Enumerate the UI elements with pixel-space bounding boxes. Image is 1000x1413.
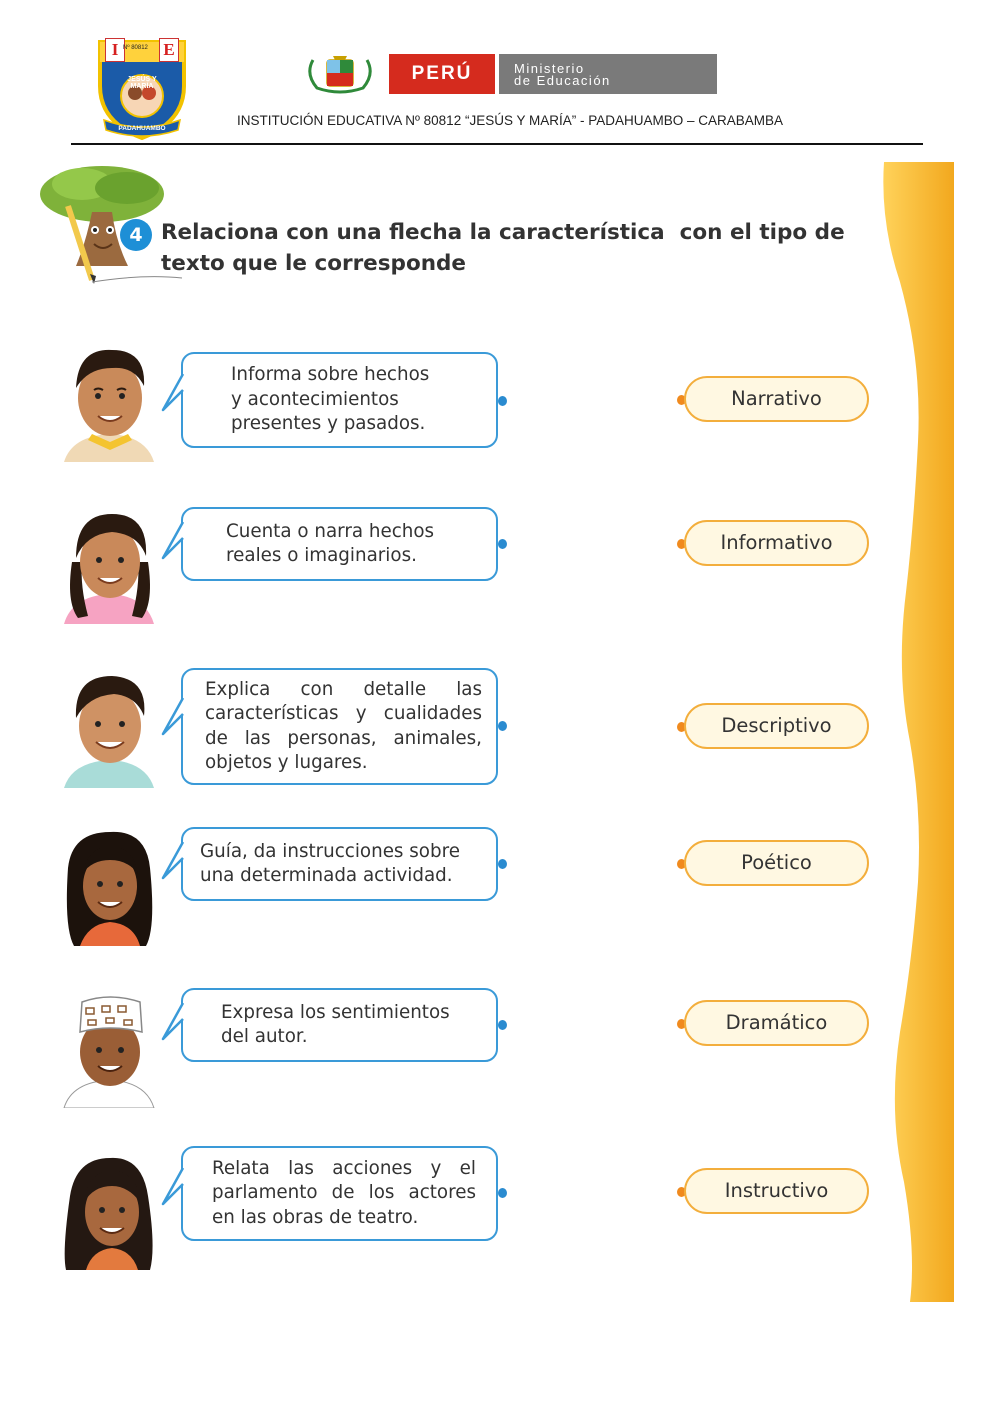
bubble-line: de las personas, animales, (205, 727, 482, 749)
characteristic-bubble (181, 988, 498, 1062)
logo-number: Nº 80812 (123, 45, 148, 51)
bubble-line: características y cualidades (205, 703, 482, 724)
bubble-line: una determinada actividad. (200, 865, 453, 886)
bubble-text (205, 678, 482, 776)
bubble-line: parlamento de los actores (212, 1182, 476, 1204)
ministry-line-2: de Educación (514, 73, 611, 88)
logo-letter-e: E (159, 38, 179, 62)
bubble-line: Expresa los sentimientos (221, 1001, 450, 1023)
text-type-dramatico[interactable]: Dramático (684, 1000, 869, 1046)
logo-letter-i: I (105, 38, 125, 62)
side-decoration-wave (860, 162, 960, 1302)
peru-label: PERÚ (389, 54, 495, 94)
bubble-text (200, 840, 480, 889)
bubble-text (226, 520, 472, 569)
peru-coat-of-arms-icon (303, 54, 377, 94)
characteristic-dot[interactable] (498, 539, 507, 549)
bubble-line: Explica con detalle las (205, 678, 482, 700)
characteristic-dot[interactable] (498, 721, 507, 731)
instruction-line-1: Relaciona con una flecha la característica con el tipo de (161, 220, 845, 245)
child-face-icon (58, 506, 160, 624)
child-face-icon (58, 670, 160, 788)
bubble-text (231, 363, 472, 437)
header-divider (71, 143, 923, 145)
child-face-icon (58, 990, 160, 1108)
bubble-tail-icon (161, 520, 185, 576)
school-logo (92, 36, 192, 140)
bubble-text (212, 1157, 476, 1231)
bubble-line: objetos y lugares. (205, 752, 368, 773)
bubble-line: Informa sobre hechos (231, 364, 430, 386)
logo-place: PADAHUAMBO (118, 125, 166, 132)
institution-title: INSTITUCIÓN EDUCATIVA Nº 80812 “JESÚS Y MARÍA” - PADAHUAMBO – CARABAMBA (236, 113, 784, 128)
exercise-instruction (161, 217, 881, 279)
bubble-text (221, 1001, 472, 1050)
characteristic-dot[interactable] (498, 396, 507, 406)
bubble-tail-icon (161, 696, 185, 752)
bubble-line: presentes y pasados. (231, 413, 426, 435)
ministry-label (499, 54, 717, 94)
characteristic-bubble (181, 507, 498, 581)
bubble-line: y acontecimientos (231, 388, 399, 410)
text-type-instructivo[interactable]: Instructivo (684, 1168, 869, 1214)
child-face-icon (58, 828, 160, 946)
characteristic-dot[interactable] (498, 859, 507, 869)
characteristic-dot[interactable] (498, 1020, 507, 1030)
bubble-line: del autor. (221, 1026, 308, 1047)
bubble-line: Cuenta o narra hechos (226, 520, 435, 542)
child-face-icon (58, 344, 160, 462)
characteristic-bubble (181, 827, 498, 901)
characteristic-bubble (181, 1146, 498, 1241)
text-type-descriptivo[interactable]: Descriptivo (684, 703, 869, 749)
logo-school-name: JESÚS Y MARÍA (127, 76, 157, 90)
bubble-tail-icon (161, 840, 185, 896)
text-type-poetico[interactable]: Poético (684, 840, 869, 886)
bubble-line: Guía, da instrucciones sobre (200, 840, 460, 862)
bubble-tail-icon (161, 372, 185, 428)
ministry-line-1: Ministerio (514, 61, 585, 76)
bubble-line: en las obras de teatro. (212, 1206, 419, 1228)
child-face-icon (58, 1152, 160, 1270)
bubble-line: Relata las acciones y el (212, 1157, 476, 1179)
text-type-narrativo[interactable]: Narrativo (684, 376, 869, 422)
bubble-line: reales o imaginarios. (226, 545, 417, 566)
bubble-tail-icon (161, 1166, 185, 1222)
characteristic-bubble (181, 352, 498, 448)
exercise-number-badge: 4 (120, 219, 152, 251)
text-type-informativo[interactable]: Informativo (684, 520, 869, 566)
bubble-tail-icon (161, 1001, 185, 1057)
characteristic-dot[interactable] (498, 1188, 507, 1198)
instruction-line-2: texto que le corresponde (161, 251, 466, 276)
characteristic-bubble (181, 668, 498, 785)
